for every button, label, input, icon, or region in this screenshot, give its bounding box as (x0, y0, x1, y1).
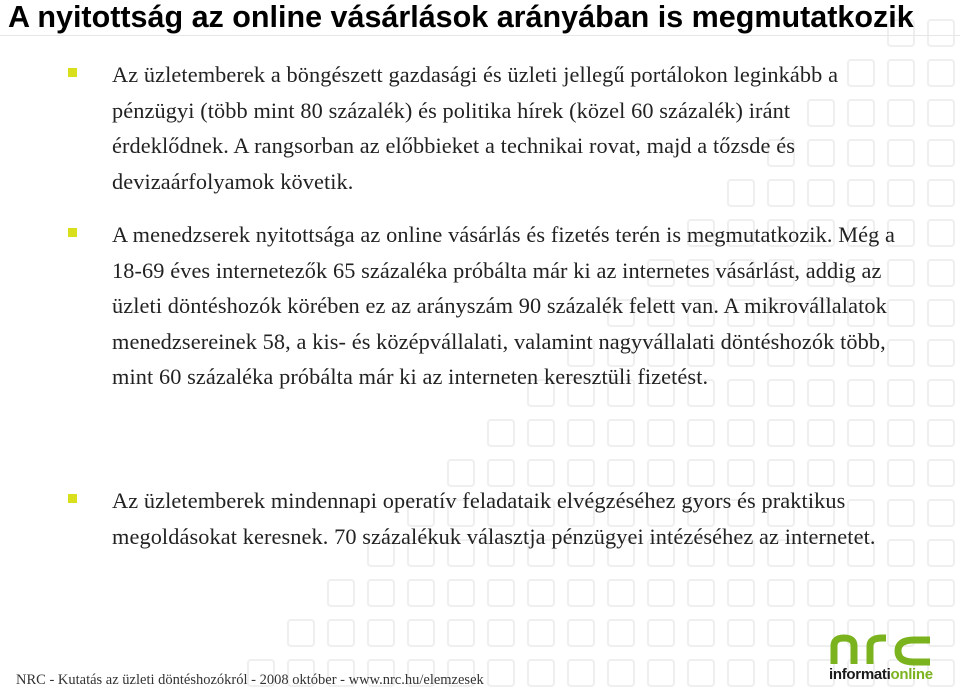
slide-title: A nyitottság az online vásárlások arányában is megmutatkozik (8, 0, 914, 34)
background-square (648, 420, 674, 446)
background-square (608, 580, 634, 606)
background-square (848, 580, 874, 606)
background-square (728, 580, 754, 606)
background-square (408, 580, 434, 606)
background-square (928, 580, 954, 606)
bullet-square-icon (68, 68, 77, 77)
background-square (888, 420, 914, 446)
background-square (608, 660, 634, 686)
background-square (928, 500, 954, 526)
background-square (648, 660, 674, 686)
background-square (488, 620, 514, 646)
background-square (608, 420, 634, 446)
background-square (568, 660, 594, 686)
background-square (728, 660, 754, 686)
background-square (568, 580, 594, 606)
background-square (488, 420, 514, 446)
footer-source: NRC - Kutatás az üzleti döntéshozókról - 2008 október - www.nrc.hu/elemzesek (16, 672, 484, 688)
background-square (368, 620, 394, 646)
background-square (928, 180, 954, 206)
background-square (808, 580, 834, 606)
background-square (688, 660, 714, 686)
background-square (888, 580, 914, 606)
background-square (928, 540, 954, 566)
background-square (848, 420, 874, 446)
background-square (928, 60, 954, 86)
background-square (688, 420, 714, 446)
background-square (928, 380, 954, 406)
background-square (608, 620, 634, 646)
background-square (808, 420, 834, 446)
background-square (768, 580, 794, 606)
background-square (928, 340, 954, 366)
background-square (488, 580, 514, 606)
bullet-text: A menedzserek nyitottsága az online vásárlás és fizetés terén is megmutatkozik. Még a 18-69 éves internetezők 65 százaléka próbálta már ki az internetes vásárlást, addig az üzleti döntéshozók körében ez az arányszám 90 százalék felett van. A mikrovállalatok menedzsereinek 58, a kis- és középvállalati, valamint nagyvállalati döntéshozók több, mint 60 százaléka próbálta már ki az interneten keresztüli fizetést. (112, 222, 896, 389)
background-square (928, 300, 954, 326)
background-square (928, 260, 954, 286)
background-square (768, 660, 794, 686)
background-square (648, 580, 674, 606)
bullet-text: Az üzletemberek a böngészett gazdasági és üzleti jellegű portálokon leginkább a pénzügyi (több mint 80 százalék) és politika hírek (közel 60 százalék) iránt érdeklődnek. A rangsorban az előbbieket a technikai rovat, majd a tőzsde és devizaárfolyamok követik. (112, 62, 839, 194)
background-square (528, 420, 554, 446)
logo-c-glyph (898, 640, 930, 662)
background-square (528, 580, 554, 606)
background-square (488, 660, 514, 686)
background-square (648, 620, 674, 646)
background-square (528, 620, 554, 646)
logo-tagline: informationline (829, 666, 933, 683)
logo-r-glyph (870, 638, 886, 664)
background-square (568, 420, 594, 446)
background-square (768, 420, 794, 446)
background-square (768, 620, 794, 646)
bullet-text: Az üzletemberek mindennapi operatív feladataik elvégzéséhez gyors és praktikus megoldásokat keresnek. 70 százalékuk választja pénzügyei intézéséhez az internetet. (112, 488, 876, 549)
background-square (528, 660, 554, 686)
bullet-square-icon (68, 494, 77, 503)
background-square (408, 620, 434, 646)
background-square (568, 620, 594, 646)
background-square (728, 420, 754, 446)
bullet-square-icon (68, 228, 77, 237)
logo-n-glyph (834, 638, 854, 664)
background-square (328, 580, 354, 606)
title-divider (0, 35, 960, 36)
background-square (688, 620, 714, 646)
background-square (448, 580, 474, 606)
background-square (328, 620, 354, 646)
background-square (728, 620, 754, 646)
background-square (448, 620, 474, 646)
background-square (688, 580, 714, 606)
background-square (928, 100, 954, 126)
background-square (928, 460, 954, 486)
background-square (928, 140, 954, 166)
background-square (288, 620, 314, 646)
background-square (368, 580, 394, 606)
background-square (928, 220, 954, 246)
background-square (928, 420, 954, 446)
